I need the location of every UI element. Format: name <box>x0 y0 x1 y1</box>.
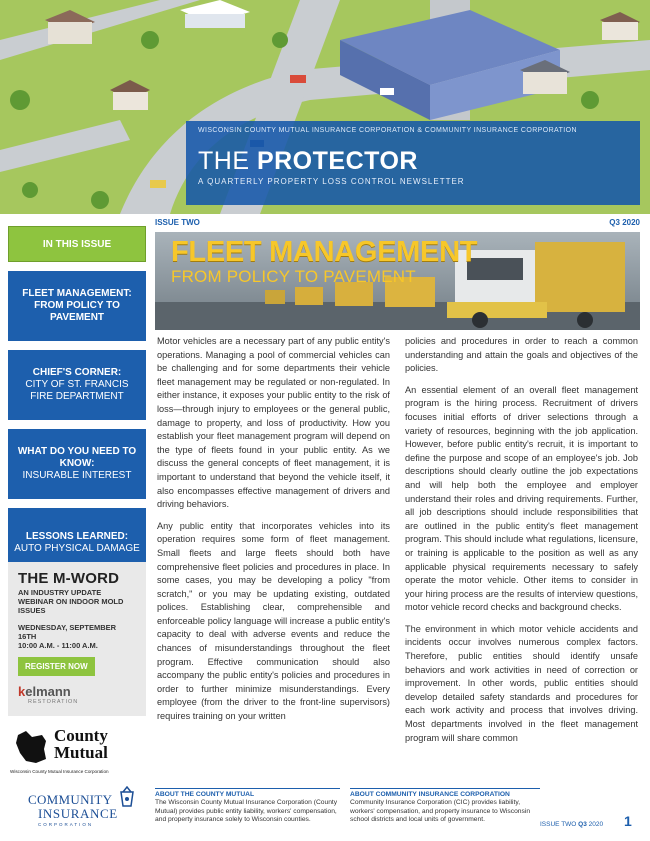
masthead-title <box>198 147 628 176</box>
footer-divider-right <box>350 788 540 789</box>
feature-subtitle: FROM POLICY TO PAVEMENT <box>171 267 416 286</box>
article-paragraph: Motor vehicles are a necessary part of any public entity's operations. Managing a pool of commercial vehicles can be challenging and for some departments their vehicle fleet management may be regulated or non-regulated. In either instance, it exposes your public entity to the risk of loss—through injury to employees or the general public, damage to property, and loss of productivity. How you establish your fleet management program will depend on the type of fleets found in your public entity. As we discuss the general concepts of fleet management, it is important to understand that beyond the vehicle itself, it also encompasses effective management of drivers and driving behaviors. <box>157 336 390 510</box>
feature-title: FLEET MANAGEMENT <box>171 236 478 268</box>
sponsor-logo <box>18 684 136 699</box>
promo-date-text: WEDNESDAY, SEPTEMBER 16TH <box>18 623 117 641</box>
cic-line1: COMMUNITY <box>28 792 113 807</box>
promo-description: AN INDUSTRY UPDATE WEBINAR ON INDOOR MOLD ISSUES <box>18 588 124 615</box>
article-paragraph: policies and procedures in order to reach a common understanding and attain the goals and objectives of the policies. <box>405 336 638 374</box>
masthead-kicker: WISCONSIN COUNTY MUTUAL INSURANCE CORPORATION & COMMUNITY INSURANCE CORPORATION <box>198 127 577 134</box>
promo-time-text: 10:00 A.M. - 11:00 A.M. <box>18 641 98 650</box>
issue-label: ISSUE TWO <box>155 218 200 227</box>
page-issue-info <box>540 821 603 828</box>
promo-title: THE M-WORD <box>18 570 120 587</box>
wisconsin-map-icon <box>12 727 52 767</box>
county-mutual-logo <box>10 727 144 779</box>
feature-banner <box>155 232 640 330</box>
article-column-1 <box>157 335 390 732</box>
page-year-label: 2020 <box>588 821 604 828</box>
article-column-2 <box>405 335 638 753</box>
sidebar-item-title: LESSONS LEARNED: <box>25 531 129 542</box>
sidebar-item-subtitle: AUTO PHYSICAL DAMAGE <box>14 543 140 554</box>
sidebar <box>8 216 146 578</box>
sidebar-item-title: FLEET MANAGEMENT: FROM POLICY TO PAVEMENT <box>22 288 132 323</box>
sidebar-item-subtitle: INSURABLE INTEREST <box>22 470 132 481</box>
page-issue-label: ISSUE TWO <box>540 821 577 828</box>
county-mutual-line2: Mutual <box>54 743 108 762</box>
sidebar-item-chiefs-corner[interactable] <box>8 350 146 420</box>
cic-line2: INSURANCE <box>38 806 118 821</box>
promo-date <box>18 623 136 650</box>
article-paragraph: Any public entity that incorporates vehicles into its operation requires some form of fleet management. Small fleets and large fleets should both have comprehensive fleet policies and procedures in place. In some cases, you may be developing a policy "from scratch," or you may be updating existing, outdated polices. Establishing clear, comprehensible and enforceable policy language will increase a public entity's capacity to deal with adverse events and reduce the chances of misunderstandings throughout the fleet program. Effective communication should also accompany the public entity's policies and procedures in order to further minimize misunderstandings. Every employee (from the driver to the front-line supervisors) requires training on your written <box>157 520 390 722</box>
footer-divider-left <box>155 788 340 789</box>
sponsor-tagline: RESTORATION <box>28 699 79 705</box>
article-paragraph: An essential element of an overall fleet management program is the hiring process. Recruitment of drivers focuses initial efforts of driver selections through a variety of resources, beginning with the job application. However, before public entity's recruit, it is important to define the purpose and scope of an employee's job. Job descriptions should clearly outline the job expectations and will help both the employee and employer understand their roles and driving requirements. Further, all job descriptions should include responsibilities that are outlined in the public entity's fleet management program. This should include what regulations, licensure, or training is applicable to the position as well as any applicable physical requirements necessary to safely operate the motor vehicle. Other items to consider in your hiring process are the results of interview questions, motor vehicle record checks and background checks. <box>405 384 638 613</box>
footer-left-text: The Wisconsin County Mutual Insurance Corporation (County Mutual) provides public entity liability, workers' compensation, and property insurance solely to Wisconsin counties. <box>155 799 338 823</box>
sidebar-item-title: WHAT DO YOU NEED TO KNOW: <box>17 446 137 469</box>
sidebar-item-insurable-interest[interactable] <box>8 429 146 499</box>
page-number: 1 <box>624 813 632 829</box>
masthead-subtitle: A QUARTERLY PROPERTY LOSS CONTROL NEWSLETTER <box>198 177 465 186</box>
lantern-icon <box>118 786 136 808</box>
footer-about-cic <box>350 791 540 824</box>
masthead-title-bold: PROTECTOR <box>256 147 418 175</box>
footer-left-heading: ABOUT THE COUNTY MUTUAL <box>155 791 255 798</box>
article-paragraph: The environment in which motor vehicle accidents and incidents occur involves numerous complex factors. Therefore, public entities should identify unsafe behaviors and work activities in need of correction or improvement. In other words, public entities should develop detailed safety standards and procedures for each work activity and process that involves driving. Most departments involved in the fleet management program will share common <box>405 623 638 743</box>
footer-right-text: Community Insurance Corporation (CIC) provides liability, workers' compensation, and property insurance to Wisconsin school districts and local units of government. <box>350 799 531 823</box>
sidebar-item-title: CHIEF'S CORNER: <box>32 367 122 378</box>
sponsor-logo-name: elmann <box>25 684 71 699</box>
sidebar-heading: IN THIS ISSUE <box>8 226 146 262</box>
sidebar-item-subtitle: CITY OF ST. FRANCIS FIRE DEPARTMENT <box>25 379 129 402</box>
sponsor-logo-k: k <box>18 684 26 699</box>
county-mutual-name <box>54 727 108 761</box>
header-illustration <box>0 0 650 214</box>
masthead-banner <box>186 121 640 205</box>
county-mutual-fine-print: Wisconsin County Mutual Insurance Corporation <box>10 769 109 774</box>
footer-about-county-mutual <box>155 791 340 824</box>
webinar-promo <box>8 562 146 716</box>
issue-quarter: Q3 2020 <box>609 218 640 227</box>
register-now-button[interactable]: REGISTER NOW <box>18 657 95 676</box>
county-mutual-line1: County <box>54 726 108 745</box>
page-quarter-label: Q3 <box>578 821 587 828</box>
sidebar-item-fleet-management[interactable] <box>8 271 146 341</box>
footer-right-heading: ABOUT COMMUNITY INSURANCE CORPORATION <box>350 791 510 798</box>
cic-line3: CORPORATION <box>38 822 94 827</box>
masthead-title-light: THE <box>198 147 257 175</box>
issue-bar <box>155 218 640 230</box>
community-insurance-logo <box>10 786 144 836</box>
